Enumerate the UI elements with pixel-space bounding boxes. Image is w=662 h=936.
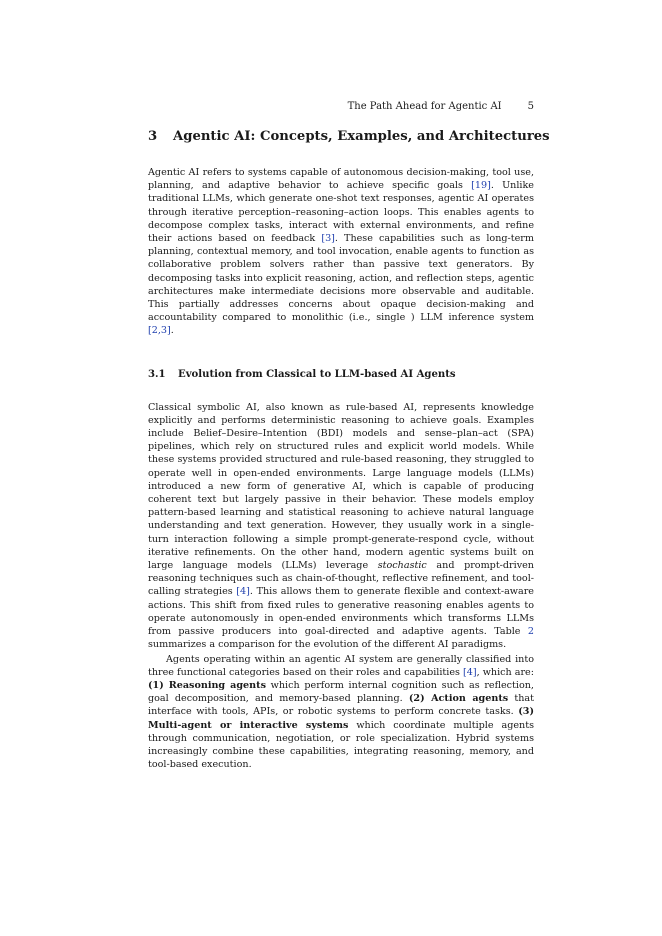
- text-run: . This allows them to generate flexible and context-aware actions. This shift from fixed rules to generative reasoning enables agents to operate autonomously in open-ended environments which transforms LLMs from passive producers into goal-directed and adaptive agents. Table: [148, 586, 534, 638]
- text-run: Classical symbolic AI, also known as rule-based AI, represents knowledge explicitly and performs deterministic reasoning to achieve goals. Examples include Belief–Desire–Intention (BDI) models and sense–plan–act (SPA) pipelines, which rely on structured rules and explicit world models. While these systems provided structured and rule-based reasoning, they struggled to operate well in open-ended environments. Large language models (LLMs) introduced a new form of generative AI, which is capable of producing coherent text but largely passive in their behavior. These models employ pattern-based learning and statistical reasoning to achieve natural language understanding and text generation. However, they usually work in a single-turn interaction following a simple prompt-generate-respond cycle, without iterative refinements. On the other hand, modern agentic systems built on large language models (LLMs) leverage: [148, 401, 534, 572]
- paragraph-agent-categories: [148, 653, 534, 772]
- text-run: that interface with tools, APIs, or robotic systems to perform concrete tasks.: [148, 693, 534, 718]
- page-number: 5: [527, 101, 534, 112]
- bold-term: (2) Action agents: [408, 693, 509, 705]
- text-run: Agents operating within an agentic AI system are generally classified into three functional categories based on their roles and capabilities: [148, 653, 534, 678]
- citation-link[interactable]: [4]: [463, 666, 477, 678]
- citation-link[interactable]: [2,3]: [148, 325, 171, 337]
- section-title: Agentic AI: Concepts, Examples, and Architectures: [173, 129, 550, 144]
- section-heading: [148, 128, 550, 146]
- bold-term: (1) Reasoning agents: [148, 679, 266, 691]
- paragraph-intro: [148, 166, 534, 338]
- subsection-number: 3.1: [148, 368, 166, 380]
- text-run: which perform internal cognition such as reflection, goal decomposition, and memory-based planning.: [148, 679, 534, 705]
- running-header: [148, 100, 534, 114]
- text-run: . Unlike traditional LLMs, which generate one-shot text responses, agentic AI operates through iterative perception–reasoning–action loops. This enables agents to decompose complex tasks, interact with external environments, and refine their actions based on feedback: [148, 180, 534, 245]
- emphasis-text: stochastic: [377, 560, 427, 572]
- text-run: Agentic AI refers to systems capable of autonomous decision-making, tool use, planning, and adaptive behavior to achieve specific goals: [148, 167, 534, 192]
- subsection-title: Evolution from Classical to LLM-based AI Agents: [178, 368, 456, 380]
- text-run: which coordinate multiple agents through communication, negotiation, or role specialization. Hybrid systems increasingly combine these capabilities, integrating reasoning, memory, and tool-based execution.: [148, 719, 534, 771]
- table-reference-link[interactable]: 2: [527, 626, 534, 638]
- text-run: , which are:: [476, 666, 534, 678]
- text-run: . These capabilities such as long-term planning, contextual memory, and tool invocation, enable agents to function as collaborative problem solvers rather than passive text generators. By decomposing tasks into explicit reasoning, action, and reflection steps, agentic architectures make intermediate decisions more observable and auditable. This partially addresses concerns about opaque decision-making and accountability compared to monolithic (i.e., single ) LLM inference system: [148, 233, 534, 324]
- subsection-heading: [148, 368, 534, 382]
- citation-link[interactable]: [4]: [236, 586, 250, 598]
- running-title: The Path Ahead for Agentic AI: [347, 101, 502, 112]
- section-number: 3: [148, 129, 158, 144]
- citation-link[interactable]: [19]: [471, 180, 491, 192]
- text-run: summarizes a comparison for the evolution of the different AI paradigms.: [148, 639, 507, 651]
- text-run: .: [170, 325, 174, 337]
- citation-link[interactable]: [3]: [321, 233, 335, 245]
- text-run: and prompt-driven reasoning techniques such as chain-of-thought, reflective refinement, and tool-calling strategies: [148, 560, 534, 598]
- paper-page: [148, 100, 550, 771]
- paragraph-evolution: [148, 401, 534, 652]
- bold-term: (3) Multi-agent or interactive systems: [148, 706, 534, 731]
